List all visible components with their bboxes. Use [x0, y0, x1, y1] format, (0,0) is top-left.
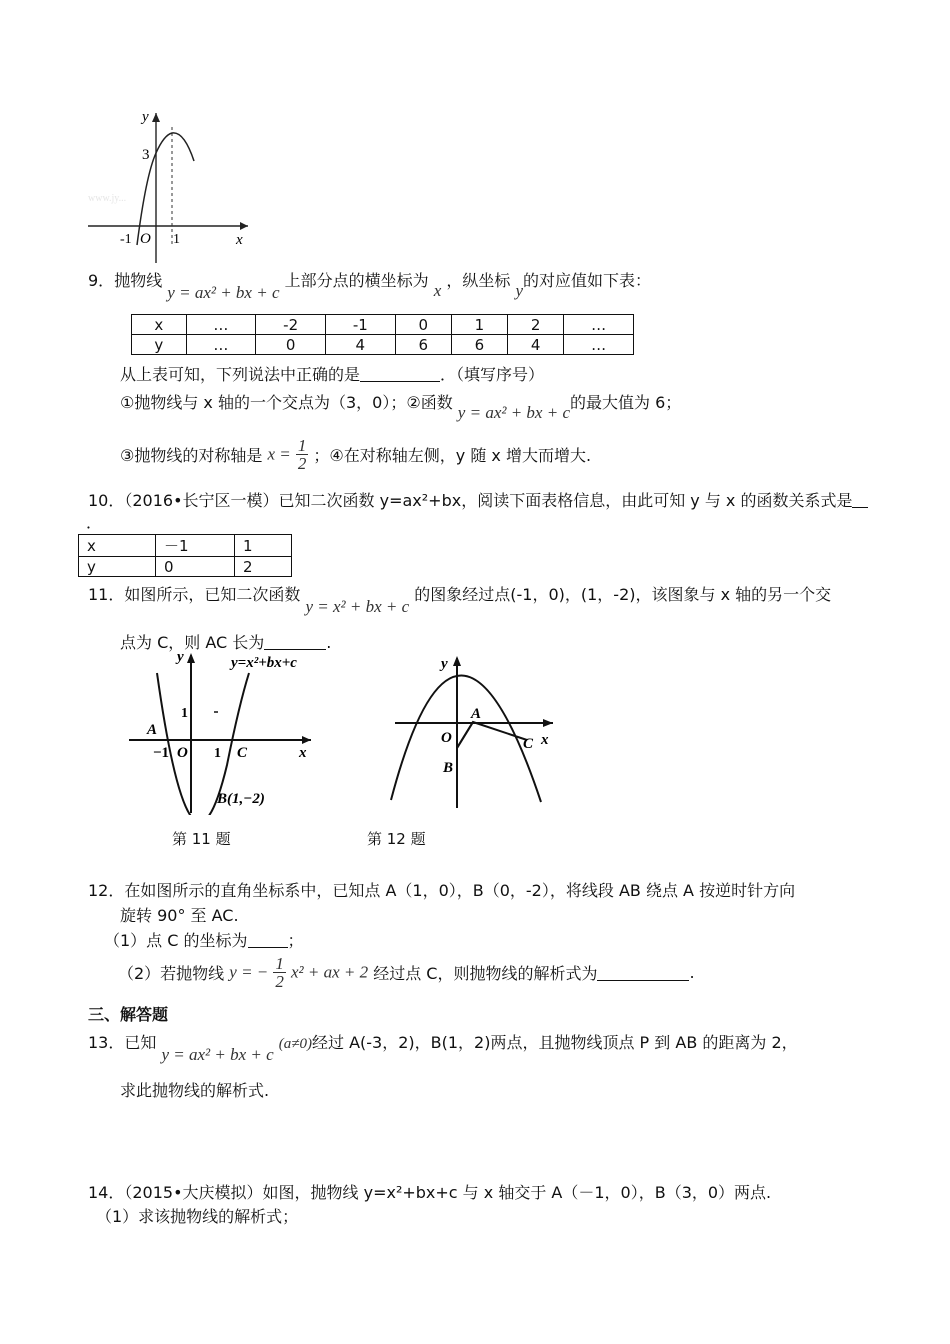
- q13-formula: y = ax² + bx + c: [161, 1045, 274, 1064]
- q9-formula: y = ax² + bx + c: [167, 283, 280, 302]
- q9-table: [131, 314, 634, 355]
- fig12: [385, 650, 575, 810]
- q12-line2: 旋转 90° 至 AC.: [120, 906, 239, 925]
- q11-line2: 点为 C，则 AC 长为 .: [120, 633, 332, 652]
- q9-options-1: ①抛物线与 x 轴的一个交点为（3，0）；②函数 y = ax² + bx + c的最大值为 6；: [120, 393, 682, 422]
- q9-options-2: ③抛物线的对称轴是 x = $\frac{1}{2}$ ；④在对称轴左侧，y 随 x 增大而增大.: [120, 436, 592, 473]
- q8-watermark: www.jy...: [88, 193, 127, 204]
- q10-dot: ．: [86, 513, 103, 532]
- q10-text: 10．（2016•长宁区一模）已知二次函数 y=ax²+bx，阅读下面表格信息，由此可知 y 与 x 的函数关系式是: [88, 488, 868, 511]
- q8-graph: [80, 105, 260, 265]
- fig11-y1: 1: [181, 706, 188, 721]
- table-row: y … 0 4 6 6 4 …: [132, 335, 634, 355]
- table-row: y 0 2: [79, 557, 292, 577]
- q12-part1-blank[interactable]: [248, 931, 288, 948]
- fig11-one: 1: [214, 746, 221, 761]
- fig11-y: y: [177, 649, 184, 665]
- fig11-eq: y=x²+bx+c: [231, 655, 297, 671]
- q8-three: 3: [142, 147, 150, 163]
- q9-answer-blank[interactable]: [360, 365, 440, 382]
- q12-part1: （1）点 C 的坐标为 ；: [104, 931, 304, 950]
- q11-line1: 11．如图所示，已知二次函数 y = x² + bx + c 的图象经过点(-1，0)，(1，-2)，该图象与 x 轴的另一个交: [88, 585, 832, 616]
- q8-x-label: x: [236, 232, 243, 248]
- q8-neg-one: -1: [120, 232, 132, 247]
- q8-one: 1: [173, 232, 180, 247]
- fig12-A: A: [471, 706, 482, 722]
- q13-line2: 求此抛物线的解析式.: [120, 1081, 270, 1100]
- q12-line1: 12．在如图所示的直角坐标系中，已知点 A（1，0），B（0，-2），将线段 AB 绕点 A 按逆时针方向: [88, 881, 796, 900]
- fig11-caption: 第 11 题: [172, 830, 231, 848]
- table-row: x －1 1: [79, 535, 292, 557]
- q10-answer-blank[interactable]: [852, 491, 868, 508]
- fig11-B: B(1,−2): [217, 791, 265, 807]
- fig12-y: y: [441, 656, 448, 672]
- fig12-B: B: [443, 760, 454, 776]
- q9-line1: 9．抛物线 y = ax² + bx + c 上部分点的横坐标为 x ，纵坐标 y的对应值如下表：: [88, 271, 652, 302]
- fig12-C: C: [523, 736, 534, 752]
- fig12-O: O: [441, 730, 452, 746]
- q12-part2-blank[interactable]: [597, 964, 689, 981]
- fig12-caption: 第 12 题: [367, 830, 426, 848]
- section-three-heading: 三、解答题: [88, 1005, 169, 1024]
- q13-line1: 13．已知 y = ax² + bx + c (a≠0)经过 A(-3，2)，B(1，2)两点，且抛物线顶点 P 到 AB 的距离为 2，: [88, 1033, 798, 1064]
- q12-part2: （2）若抛物线 y = − $\frac{1}{2}$ x² + ax + 2 经过点 C，则抛物线的解析式为 .: [118, 954, 695, 991]
- fig11: [125, 645, 325, 815]
- fig11-A: A: [147, 722, 158, 738]
- q11-formula: y = x² + bx + c: [305, 597, 410, 616]
- fig11-O: O: [177, 745, 188, 761]
- q10-table: [78, 534, 292, 577]
- fig11-neg1: −1: [153, 745, 170, 761]
- fig11-C: C: [237, 745, 248, 761]
- q8-origin: O: [140, 231, 151, 247]
- q9-line2: 从上表可知，下列说法中正确的是 ．（填写序号）: [120, 365, 545, 384]
- fig12-x: x: [541, 732, 549, 748]
- fig11-x: x: [299, 745, 307, 761]
- table-row: x … -2 -1 0 1 2 …: [132, 315, 634, 335]
- q14-line1: 14．（2015•大庆模拟）如图，抛物线 y=x²+bx+c 与 x 轴交于 A（－1，0），B（3，0）两点.: [88, 1183, 772, 1202]
- q14-part1: （1）求该抛物线的解析式；: [96, 1207, 299, 1226]
- q8-y-label: y: [142, 109, 149, 125]
